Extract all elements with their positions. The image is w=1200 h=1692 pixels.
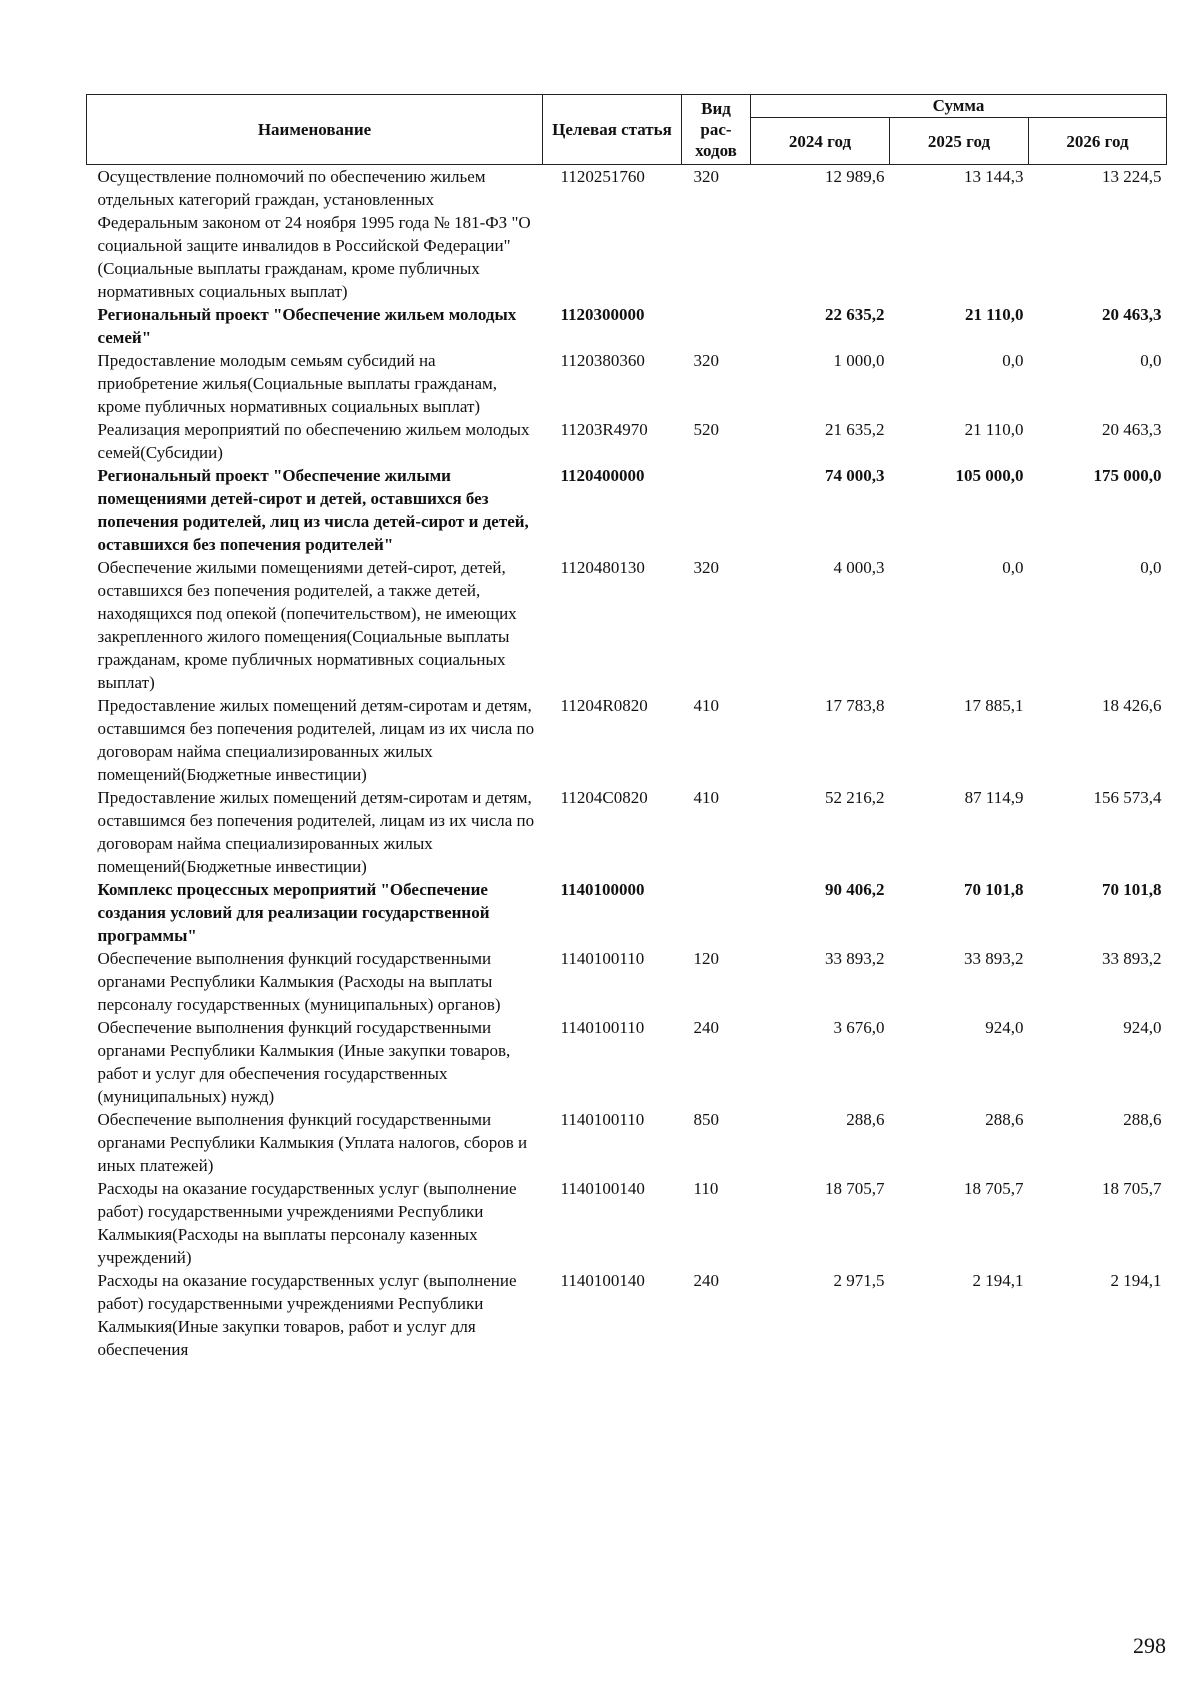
row-value-2026: 156 573,4 — [1093, 788, 1162, 807]
row-code: 1140100140 — [560, 1271, 645, 1290]
row-code: 11204C0820 — [560, 788, 648, 807]
row-name: Осуществление полномочий по обеспечению жильем отдельных категорий граждан, установленных Федеральным законом от 24 ноября 1995 года № 181-ФЗ "О социальной защите инвалидов в Российской Федерации"(Социальные выплаты гражданам, кроме публичных нормативных социальных выплат) — [97, 167, 531, 301]
row-value-2024: 21 635,2 — [825, 420, 885, 439]
row-name: Предоставление жилых помещений детям-сиротам и детям, оставшимся без попечения родителей, лицам из их числа по договорам найма специализированных жилых помещений(Бюджетные инвестиции) — [97, 696, 535, 784]
row-name: Региональный проект "Обеспечение жилыми помещениями детей-сирот и детей, оставшихся без попечения родителей, лиц из числа детей-сирот и детей, оставшихся без попечения родителей" — [97, 466, 529, 554]
row-code: 1140100000 — [560, 880, 645, 899]
row-value-2026: 13 224,5 — [1102, 167, 1162, 186]
table-row — [87, 947, 1167, 1016]
header-name: Наименование — [87, 95, 543, 165]
row-code: 1120400000 — [560, 466, 645, 485]
row-value-2024: 17 783,8 — [825, 696, 885, 715]
row-value-2025: 21 110,0 — [964, 420, 1024, 439]
budget-table — [86, 94, 1167, 1361]
row-name: Обеспечение выполнения функций государственными органами Республики Калмыкия (Расходы на выплаты персоналу государственных (муниципальных) органов) — [97, 949, 501, 1014]
row-value-2024: 74 000,3 — [825, 466, 885, 485]
row-name: Расходы на оказание государственных услуг (выполнение работ) государственными учреждениями Республики Калмыкия(Расходы на выплаты персоналу казенных учреждений) — [97, 1179, 517, 1267]
row-code: 1140100110 — [560, 1018, 645, 1037]
row-value-2024: 18 705,7 — [825, 1179, 885, 1198]
row-name: Реализация мероприятий по обеспечению жильем молодых семей(Субсидии) — [97, 420, 530, 462]
row-type: 240 — [693, 1271, 719, 1290]
row-name: Обеспечение жилыми помещениями детей-сирот, детей, оставшихся без попечения родителей, а также детей, находящихся под опекой (попечительством), не имеющих закрепленного жилого помещения(Социальные выплаты гражданам, кроме публичных нормативных социальных выплат) — [97, 558, 517, 692]
row-value-2024: 12 989,6 — [825, 167, 885, 186]
row-value-2024: 22 635,2 — [825, 305, 885, 324]
row-value-2025: 13 144,3 — [964, 167, 1024, 186]
row-value-2026: 70 101,8 — [1102, 880, 1162, 899]
row-code: 1140100140 — [560, 1179, 645, 1198]
row-type: 410 — [693, 788, 719, 807]
table-row — [87, 165, 1167, 304]
row-value-2024: 1 000,0 — [833, 351, 885, 370]
table-row — [87, 786, 1167, 878]
table-row — [87, 418, 1167, 464]
row-value-2026: 175 000,0 — [1093, 466, 1162, 485]
row-type — [682, 464, 751, 556]
row-value-2026: 20 463,3 — [1102, 305, 1162, 324]
table-row — [87, 1269, 1167, 1361]
table-header — [87, 95, 1167, 165]
row-value-2025: 70 101,8 — [964, 880, 1024, 899]
row-code: 1120480130 — [560, 558, 645, 577]
row-value-2026: 18 705,7 — [1102, 1179, 1162, 1198]
row-code: 1140100110 — [560, 1110, 645, 1129]
row-code: 11204R0820 — [560, 696, 648, 715]
header-sum: Сумма — [751, 95, 1167, 118]
row-value-2025: 288,6 — [985, 1110, 1024, 1129]
header-code: Целевая статья — [543, 95, 682, 165]
table-row — [87, 464, 1167, 556]
row-type: 320 — [693, 167, 719, 186]
row-code: 1120380360 — [560, 351, 645, 370]
row-value-2024: 4 000,3 — [833, 558, 885, 577]
header-2026: 2026 год — [1029, 118, 1167, 165]
row-type — [682, 303, 751, 349]
row-code: 1120251760 — [560, 167, 645, 186]
table-row — [87, 1016, 1167, 1108]
row-value-2026: 18 426,6 — [1102, 696, 1162, 715]
table-row — [87, 878, 1167, 947]
row-value-2024: 33 893,2 — [825, 949, 885, 968]
row-name: Обеспечение выполнения функций государственными органами Республики Калмыкия (Уплата налогов, сборов и иных платежей) — [97, 1110, 528, 1175]
row-value-2025: 18 705,7 — [964, 1179, 1024, 1198]
row-name: Предоставление жилых помещений детям-сиротам и детям, оставшимся без попечения родителей, лицам из их числа по договорам найма специализированных жилых помещений(Бюджетные инвестиции) — [97, 788, 535, 876]
row-type: 520 — [693, 420, 719, 439]
row-value-2026: 2 194,1 — [1110, 1271, 1162, 1290]
row-name: Комплекс процессных мероприятий "Обеспечение создания условий для реализации государственной программы" — [97, 880, 490, 945]
row-value-2026: 33 893,2 — [1102, 949, 1162, 968]
row-type: 320 — [693, 558, 719, 577]
row-type: 120 — [693, 949, 719, 968]
row-name: Расходы на оказание государственных услуг (выполнение работ) государственными учреждениями Республики Калмыкия(Иные закупки товаров, работ и услуг для обеспечения — [97, 1271, 517, 1359]
header-2024: 2024 год — [751, 118, 890, 165]
row-value-2026: 924,0 — [1123, 1018, 1162, 1037]
page-number: 298 — [1133, 1633, 1166, 1658]
row-value-2024: 288,6 — [846, 1110, 885, 1129]
row-code: 1140100110 — [560, 949, 645, 968]
row-value-2025: 0,0 — [1002, 351, 1024, 370]
header-type: Вид рас-ходов — [682, 95, 751, 165]
table-body — [87, 165, 1167, 1362]
row-type: 410 — [693, 696, 719, 715]
table-row — [87, 694, 1167, 786]
row-name: Предоставление молодым семьям субсидий на приобретение жилья(Социальные выплаты гражданам, кроме публичных нормативных социальных выплат) — [97, 351, 498, 416]
row-code: 1120300000 — [560, 305, 645, 324]
row-type: 320 — [693, 351, 719, 370]
row-value-2026: 0,0 — [1140, 351, 1162, 370]
row-name: Региональный проект "Обеспечение жильем молодых семей" — [97, 305, 517, 347]
row-type: 110 — [693, 1179, 719, 1198]
row-value-2026: 0,0 — [1140, 558, 1162, 577]
row-name: Обеспечение выполнения функций государственными органами Республики Калмыкия (Иные закупки товаров, работ и услуг для обеспечения государственных (муниципальных) нужд) — [97, 1018, 511, 1106]
table-row — [87, 1177, 1167, 1269]
table-row — [87, 303, 1167, 349]
row-value-2025: 21 110,0 — [964, 305, 1024, 324]
header-2025: 2025 год — [890, 118, 1029, 165]
row-type: 850 — [693, 1110, 719, 1129]
row-type — [682, 878, 751, 947]
row-value-2025: 87 114,9 — [964, 788, 1024, 807]
row-value-2025: 924,0 — [985, 1018, 1024, 1037]
row-value-2024: 52 216,2 — [825, 788, 885, 807]
row-value-2025: 17 885,1 — [964, 696, 1024, 715]
row-value-2025: 105 000,0 — [955, 466, 1024, 485]
row-value-2026: 20 463,3 — [1102, 420, 1162, 439]
row-code: 11203R4970 — [560, 420, 648, 439]
row-value-2025: 0,0 — [1002, 558, 1024, 577]
row-value-2024: 2 971,5 — [833, 1271, 885, 1290]
table-row — [87, 349, 1167, 418]
table-row — [87, 1108, 1167, 1177]
row-value-2026: 288,6 — [1123, 1110, 1162, 1129]
row-value-2025: 33 893,2 — [964, 949, 1024, 968]
row-value-2025: 2 194,1 — [972, 1271, 1024, 1290]
row-type: 240 — [693, 1018, 719, 1037]
row-value-2024: 3 676,0 — [833, 1018, 885, 1037]
table-row — [87, 556, 1167, 694]
row-value-2024: 90 406,2 — [825, 880, 885, 899]
